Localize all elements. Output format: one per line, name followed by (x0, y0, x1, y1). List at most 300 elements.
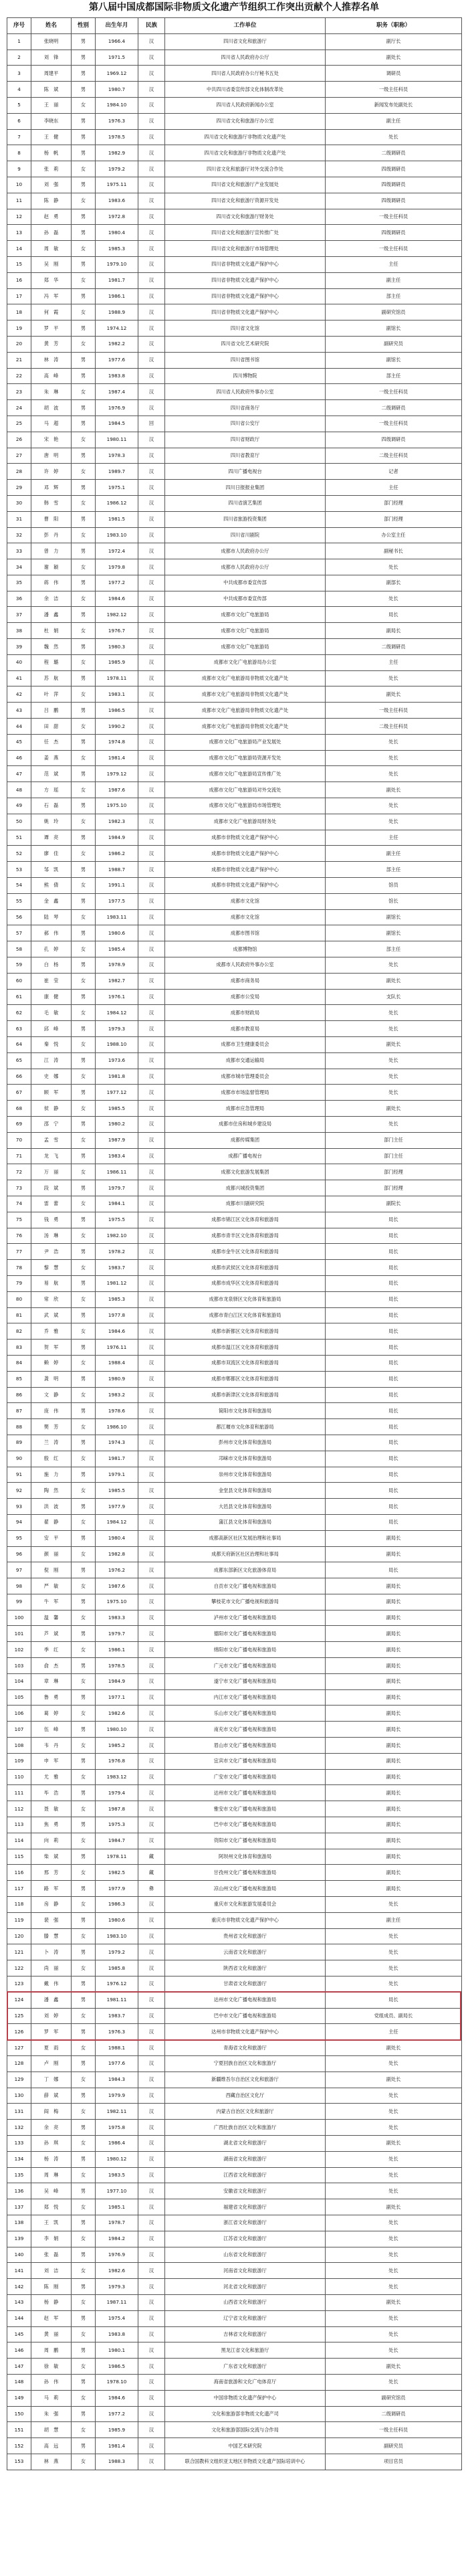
row-ethnicity: 汉 (138, 782, 165, 798)
row-index: 58 (7, 941, 31, 957)
row-gender: 男 (72, 1403, 96, 1419)
row-index: 137 (7, 2199, 31, 2215)
row-name: 朱 强 (31, 2406, 72, 2422)
table-row (7, 1451, 462, 1467)
row-employer: 联合国教科文组织亚太地区非物质文化遗产国际培训中心 (165, 2454, 326, 2470)
row-name: 蒋 伟 (31, 575, 72, 591)
row-employer: 四川省文化艺术研究院 (165, 336, 326, 352)
row-birth: 1974.12 (96, 320, 138, 337)
table-row (7, 1148, 462, 1164)
row-index: 36 (7, 591, 31, 607)
row-index: 144 (7, 2310, 31, 2326)
row-gender: 女 (72, 973, 96, 989)
row-employer: 成都市非物质文化遗产保护中心 (165, 846, 326, 862)
row-name: 毕 浩 (31, 1785, 72, 1801)
row-gender: 男 (72, 256, 96, 272)
row-name: 罗 平 (31, 320, 72, 337)
table-body (7, 33, 462, 2470)
row-position: 副局长 (326, 1785, 462, 1801)
row-index: 119 (7, 1912, 31, 1928)
row-ethnicity: 汉 (138, 2231, 165, 2247)
table-row (7, 82, 462, 98)
row-position: 局长 (326, 1275, 462, 1291)
row-index: 98 (7, 1578, 31, 1594)
row-birth: 1989.7 (96, 464, 138, 480)
row-index: 31 (7, 511, 31, 527)
row-ethnicity: 汉 (138, 1101, 165, 1117)
row-position: 副研究馆员 (326, 2390, 462, 2406)
table-row (7, 1403, 462, 1419)
column-header-index: 序号 (7, 18, 31, 34)
row-ethnicity: 汉 (138, 734, 165, 750)
row-name: 朱 琳 (31, 384, 72, 400)
row-position: 处长 (326, 750, 462, 766)
row-birth: 1980.1 (96, 2342, 138, 2359)
row-name: 吴 刚 (31, 256, 72, 272)
row-position: 调研员 (326, 66, 462, 82)
row-index: 28 (7, 464, 31, 480)
row-birth: 1987.6 (96, 1578, 138, 1594)
row-gender: 女 (72, 1642, 96, 1658)
row-birth: 1983.1 (96, 686, 138, 703)
row-gender: 女 (72, 1578, 96, 1594)
row-birth: 1983.8 (96, 368, 138, 384)
row-employer: 四川省文化和旅游厅宣传推广处 (165, 225, 326, 241)
row-ethnicity: 汉 (138, 225, 165, 241)
row-employer: 四川省旅游投资集团 (165, 511, 326, 527)
table-row (7, 1689, 462, 1706)
row-position: 四级调研员 (326, 177, 462, 193)
table-row (7, 1785, 462, 1801)
row-gender: 男 (72, 177, 96, 193)
table-row (7, 2167, 462, 2183)
row-gender: 女 (72, 1546, 96, 1562)
table-row (7, 1212, 462, 1228)
row-position: 主任 (326, 2024, 462, 2040)
row-index: 46 (7, 750, 31, 766)
row-ethnicity: 汉 (138, 177, 165, 193)
table-row (7, 575, 462, 591)
row-birth: 1986.3 (96, 1897, 138, 1913)
row-index: 35 (7, 575, 31, 591)
row-name: 陈 刚 (31, 2279, 72, 2295)
table-row (7, 1673, 462, 1689)
row-name: 陆 琴 (31, 909, 72, 925)
row-birth: 1988.3 (96, 2454, 138, 2470)
row-gender: 女 (72, 1451, 96, 1467)
row-employer: 四川省非物质文化遗产保护中心 (165, 304, 326, 320)
row-employer: 达州市非物质文化遗产保护中心 (165, 2024, 326, 2040)
table-row (7, 1928, 462, 1944)
row-index: 18 (7, 304, 31, 320)
table-row (7, 2359, 462, 2375)
table-row (7, 1323, 462, 1340)
row-birth: 1981.7 (96, 272, 138, 288)
row-index: 145 (7, 2326, 31, 2342)
row-position: 副馆长 (326, 925, 462, 941)
table-row (7, 1228, 462, 1244)
row-index: 24 (7, 400, 31, 416)
row-name: 苏 航 (31, 670, 72, 686)
row-employer: 四川省演艺集团 (165, 495, 326, 511)
row-ethnicity: 汉 (138, 1642, 165, 1658)
row-position: 处长 (326, 1944, 462, 1960)
row-ethnicity: 汉 (138, 1260, 165, 1276)
row-name: 黄 丽 (31, 2326, 72, 2342)
row-gender: 男 (72, 2247, 96, 2263)
row-employer: 四川省文化和旅游厅对外交流合作处 (165, 161, 326, 177)
row-position: 副秘书长 (326, 543, 462, 559)
row-name: 薛 斌 (31, 2088, 72, 2104)
table-row (7, 1817, 462, 1833)
row-position: 主任 (326, 256, 462, 272)
row-gender: 男 (72, 862, 96, 878)
row-employer: 四川省非物质文化遗产保护中心 (165, 288, 326, 304)
row-gender: 女 (72, 1387, 96, 1403)
row-position: 副部长 (326, 575, 462, 591)
table-row (7, 464, 462, 480)
row-name: 张 磊 (31, 2247, 72, 2263)
row-name: 张 莉 (31, 161, 72, 177)
row-name: 樊 芳 (31, 1419, 72, 1435)
row-index: 117 (7, 1881, 31, 1897)
row-ethnicity: 汉 (138, 1514, 165, 1530)
row-birth: 1975.11 (96, 177, 138, 193)
row-gender: 男 (72, 2406, 96, 2422)
row-ethnicity: 汉 (138, 2247, 165, 2263)
row-ethnicity: 汉 (138, 1753, 165, 1769)
row-employer: 四川省文化和旅游厅 (165, 33, 326, 50)
row-employer: 成都市文化馆 (165, 893, 326, 909)
row-name: 李晓东 (31, 113, 72, 129)
row-index: 105 (7, 1689, 31, 1706)
row-birth: 1976.1 (96, 989, 138, 1005)
table-row (7, 1897, 462, 1913)
row-gender: 男 (72, 2374, 96, 2390)
row-name: 钱 勇 (31, 1212, 72, 1228)
table-row (7, 1912, 462, 1928)
row-name: 黄 芳 (31, 336, 72, 352)
row-birth: 1979.3 (96, 1021, 138, 1037)
row-position: 处长 (326, 670, 462, 686)
row-index: 150 (7, 2406, 31, 2422)
table-row (7, 2263, 462, 2279)
row-index: 133 (7, 2135, 31, 2151)
row-gender: 男 (72, 129, 96, 145)
row-name: 余 洁 (31, 591, 72, 607)
row-ethnicity: 汉 (138, 1769, 165, 1785)
row-gender: 女 (72, 654, 96, 670)
row-gender: 女 (72, 1673, 96, 1689)
table-row (7, 511, 462, 527)
row-ethnicity: 汉 (138, 623, 165, 639)
row-employer: 达州市文化广播电视和旅游局 (165, 1785, 326, 1801)
row-ethnicity: 汉 (138, 1005, 165, 1021)
column-header-name: 姓名 (31, 18, 72, 34)
row-ethnicity: 汉 (138, 1340, 165, 1356)
row-birth: 1985.3 (96, 241, 138, 257)
table-row (7, 193, 462, 209)
row-index: 4 (7, 82, 31, 98)
row-birth: 1982.7 (96, 973, 138, 989)
row-birth: 1975.10 (96, 1594, 138, 1610)
row-gender: 女 (72, 782, 96, 798)
row-index: 140 (7, 2247, 31, 2263)
row-ethnicity: 汉 (138, 846, 165, 862)
row-name: 孔 婷 (31, 941, 72, 957)
row-name: 廖 佳 (31, 846, 72, 862)
row-employer: 四川省文化和旅游厅财务处 (165, 209, 326, 225)
row-position: 局长 (326, 1483, 462, 1499)
row-gender: 女 (72, 719, 96, 735)
table-row (7, 814, 462, 830)
row-name: 尹 浩 (31, 1244, 72, 1260)
table-row (7, 1992, 462, 2008)
row-position: 部门主任 (326, 1132, 462, 1148)
row-position: 局长 (326, 1212, 462, 1228)
row-gender: 男 (72, 2438, 96, 2454)
row-gender: 女 (72, 1228, 96, 1244)
row-birth: 1974.3 (96, 1435, 138, 1451)
table-row (7, 1626, 462, 1642)
table-row (7, 304, 462, 320)
row-name: 方 瑶 (31, 782, 72, 798)
row-index: 116 (7, 1865, 31, 1881)
row-birth: 1985.9 (96, 2422, 138, 2438)
row-ethnicity: 汉 (138, 2326, 165, 2342)
row-birth: 1982.11 (96, 2104, 138, 2120)
row-name: 阎 梅 (31, 2104, 72, 2120)
row-index: 146 (7, 2342, 31, 2359)
row-gender: 男 (72, 113, 96, 129)
row-ethnicity: 汉 (138, 1052, 165, 1069)
row-name: 邓 辉 (31, 480, 72, 496)
row-position: 副局长 (326, 1833, 462, 1849)
row-employer: 成都市双流区文化体育和旅游局 (165, 1355, 326, 1371)
row-index: 45 (7, 734, 31, 750)
row-name: 葛 婷 (31, 1706, 72, 1722)
row-ethnicity: 汉 (138, 559, 165, 575)
row-position: 副处长 (326, 973, 462, 989)
row-employer: 辽宁省文化和旅游厅 (165, 2310, 326, 2326)
row-employer: 四川广播电视台 (165, 464, 326, 480)
row-name: 严 敏 (31, 1578, 72, 1594)
row-name: 张晓明 (31, 33, 72, 50)
row-ethnicity: 汉 (138, 607, 165, 623)
row-ethnicity: 汉 (138, 1116, 165, 1132)
row-employer: 资阳市文化广播电视和旅游局 (165, 1833, 326, 1849)
row-ethnicity: 汉 (138, 1578, 165, 1594)
row-birth: 1984.5 (96, 416, 138, 432)
row-employer: 成都市文化广电旅游局 (165, 623, 326, 639)
row-gender: 男 (72, 145, 96, 161)
table-row (7, 1244, 462, 1260)
row-gender: 女 (72, 1514, 96, 1530)
row-position: 副局长 (326, 1738, 462, 1754)
row-name: 顾 军 (31, 1085, 72, 1101)
row-birth: 1978.6 (96, 1403, 138, 1419)
row-birth: 1974.8 (96, 734, 138, 750)
row-gender: 女 (72, 1196, 96, 1212)
table-row (7, 50, 462, 66)
row-ethnicity: 汉 (138, 1928, 165, 1944)
table-row (7, 272, 462, 288)
row-ethnicity: 汉 (138, 1069, 165, 1085)
row-employer: 攀枝花市文化广播电视和旅游局 (165, 1594, 326, 1610)
row-name: 李 娟 (31, 2231, 72, 2247)
table-row (7, 2374, 462, 2390)
row-ethnicity: 汉 (138, 1387, 165, 1403)
row-birth: 1983.10 (96, 527, 138, 543)
table-row (7, 1467, 462, 1483)
row-position: 副处长 (326, 50, 462, 66)
row-ethnicity: 汉 (138, 1706, 165, 1722)
table-row (7, 798, 462, 814)
row-name: 金 鑫 (31, 893, 72, 909)
row-position: 部门主任 (326, 1148, 462, 1164)
row-employer: 成都市文化广电旅游局非物质文化遗产处 (165, 703, 326, 719)
row-employer: 四川省非物质文化遗产保护中心 (165, 272, 326, 288)
row-name: 孙 磊 (31, 225, 72, 241)
row-birth: 1984.12 (96, 1514, 138, 1530)
table-row (7, 2454, 462, 2470)
row-birth: 1983.8 (96, 2326, 138, 2342)
row-position: 副馆长 (326, 909, 462, 925)
row-birth: 1983.7 (96, 1260, 138, 1276)
row-birth: 1975.5 (96, 1212, 138, 1228)
row-position: 处长 (326, 2263, 462, 2279)
row-employer: 成都市文化馆 (165, 909, 326, 925)
row-ethnicity: 汉 (138, 66, 165, 82)
table-row (7, 2008, 462, 2024)
row-gender: 男 (72, 2056, 96, 2072)
row-index: 48 (7, 782, 31, 798)
row-birth: 1975.1 (96, 480, 138, 496)
row-birth: 1980.6 (96, 925, 138, 941)
row-position: 副处长 (326, 1037, 462, 1053)
row-ethnicity: 汉 (138, 1132, 165, 1148)
row-gender: 女 (72, 1260, 96, 1276)
row-ethnicity: 汉 (138, 97, 165, 113)
row-position: 处长 (326, 1976, 462, 1993)
row-employer: 海南省旅游和文化广电体育厅 (165, 2374, 326, 2390)
row-index: 76 (7, 1228, 31, 1244)
row-position: 副局长 (326, 1849, 462, 1865)
row-ethnicity: 汉 (138, 1371, 165, 1387)
row-position: 处长 (326, 2374, 462, 2390)
row-index: 86 (7, 1387, 31, 1403)
row-gender: 男 (72, 1753, 96, 1769)
row-employer: 成都市金牛区文化体育和旅游局 (165, 1244, 326, 1260)
row-name: 谭 亮 (31, 830, 72, 846)
row-ethnicity: 汉 (138, 2279, 165, 2295)
table-row (7, 941, 462, 957)
row-employer: 眉山市文化广播电视和旅游局 (165, 1738, 326, 1754)
row-gender: 男 (72, 639, 96, 655)
row-ethnicity: 汉 (138, 1483, 165, 1499)
row-name: 焦 勇 (31, 1817, 72, 1833)
row-birth: 1976.7 (96, 623, 138, 639)
table-row (7, 1085, 462, 1101)
row-name: 周 鹏 (31, 2342, 72, 2359)
table-row (7, 1387, 462, 1403)
row-employer: 广安市文化广播电视和旅游局 (165, 1769, 326, 1785)
row-birth: 1983.11 (96, 909, 138, 925)
row-gender: 女 (72, 161, 96, 177)
row-birth: 1977.9 (96, 1881, 138, 1897)
row-employer: 陕西省文化和旅游厅 (165, 1960, 326, 1976)
row-name: 尤 雅 (31, 1769, 72, 1785)
row-name: 陶 然 (31, 1483, 72, 1499)
row-ethnicity: 汉 (138, 33, 165, 50)
row-ethnicity: 汉 (138, 2104, 165, 2120)
row-gender: 女 (72, 527, 96, 543)
row-employer: 阿坝州文化体育和旅游局 (165, 1849, 326, 1865)
row-name: 胡 波 (31, 400, 72, 416)
row-birth: 1983.6 (96, 193, 138, 209)
row-ethnicity: 汉 (138, 1833, 165, 1849)
row-index: 141 (7, 2263, 31, 2279)
row-birth: 1981.11 (96, 1992, 138, 2008)
row-employer: 四川省文化和旅游厅产业发展处 (165, 177, 326, 193)
row-name: 田 甜 (31, 719, 72, 735)
row-ethnicity: 汉 (138, 161, 165, 177)
row-index: 25 (7, 416, 31, 432)
table-row (7, 336, 462, 352)
row-employer: 广元市文化广播电视和旅游局 (165, 1658, 326, 1674)
row-gender: 男 (72, 1371, 96, 1387)
row-employer: 内江市文化广播电视和旅游局 (165, 1689, 326, 1706)
table-row (7, 2247, 462, 2263)
row-employer: 大邑县文化体育和旅游局 (165, 1499, 326, 1515)
row-employer: 巴中市文化广播电视和旅游局 (165, 1817, 326, 1833)
row-gender: 男 (72, 1626, 96, 1642)
row-ethnicity: 汉 (138, 814, 165, 830)
row-position: 处长 (326, 1085, 462, 1101)
row-index: 74 (7, 1196, 31, 1212)
column-header-ethnicity: 民族 (138, 18, 165, 34)
row-name: 路 军 (31, 1881, 72, 1897)
row-ethnicity: 汉 (138, 1722, 165, 1738)
row-index: 101 (7, 1626, 31, 1642)
table-row (7, 1483, 462, 1499)
row-name: 杜 娟 (31, 623, 72, 639)
row-birth: 1975.10 (96, 798, 138, 814)
table-row (7, 1546, 462, 1562)
table-row (7, 1706, 462, 1722)
row-ethnicity: 汉 (138, 1499, 165, 1515)
row-gender: 男 (72, 1212, 96, 1228)
row-ethnicity: 汉 (138, 2167, 165, 2183)
row-birth: 1977.6 (96, 2056, 138, 2072)
row-position: 一级主任科员 (326, 384, 462, 400)
row-name: 马 超 (31, 416, 72, 432)
table-row (7, 448, 462, 464)
row-index: 91 (7, 1467, 31, 1483)
row-birth: 1986.5 (96, 2359, 138, 2375)
row-name: 向 莉 (31, 1833, 72, 1849)
row-gender: 女 (72, 193, 96, 209)
row-ethnicity: 汉 (138, 256, 165, 272)
row-position: 副馆长 (326, 352, 462, 368)
row-gender: 女 (72, 2040, 96, 2056)
table-row (7, 225, 462, 241)
row-ethnicity: 汉 (138, 1419, 165, 1435)
row-birth: 1980.7 (96, 82, 138, 98)
row-gender: 女 (72, 1483, 96, 1499)
row-position: 处长 (326, 1069, 462, 1085)
row-position: 局长 (326, 607, 462, 623)
